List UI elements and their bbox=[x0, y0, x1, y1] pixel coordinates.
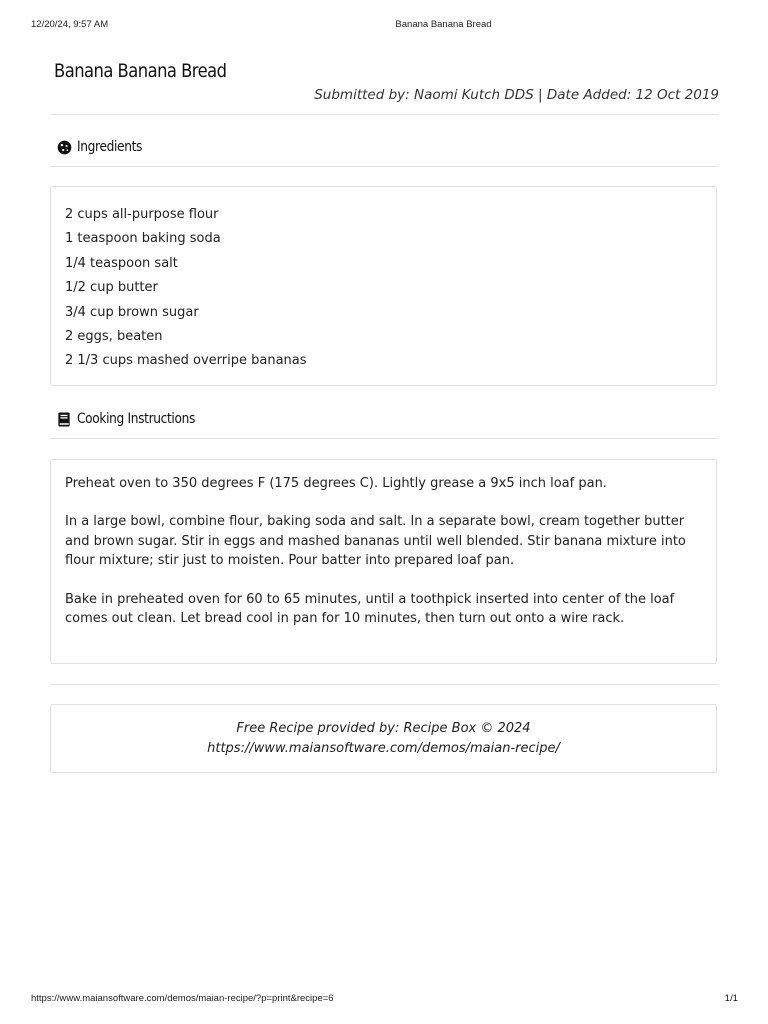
instructions-divider bbox=[50, 438, 719, 439]
print-footer bbox=[0, 993, 768, 1007]
ingredient-list bbox=[65, 203, 307, 374]
print-header bbox=[0, 19, 768, 33]
instruction-step: Preheat oven to 350 degrees F (175 degrees C). Lightly grease a 9x5 inch loaf pan. bbox=[65, 476, 607, 491]
ingredient-item: 2 eggs, beaten bbox=[65, 329, 163, 345]
print-page-url: https://www.maiansoftware.com/demos/maian-recipe/?p=print&recipe=6 bbox=[31, 993, 334, 1004]
print-page-number: 1/1 bbox=[724, 993, 738, 1004]
instructions-body bbox=[65, 474, 705, 647]
instruction-step: In a large bowl, combine flour, baking soda and salt. In a separate bowl, cream together butter and brown sugar. Stir in eggs and mashed bananas until well blended. Stir banana mixture into flour mixture; stir just to moisten. Pour batter into prepared loaf pan. bbox=[65, 514, 686, 569]
ingredient-item: 1/4 teaspoon salt bbox=[65, 255, 178, 271]
credits-card bbox=[50, 704, 717, 773]
recipe-title: Banana Banana Bread bbox=[54, 60, 227, 82]
ingredients-heading-label: Ingredients bbox=[77, 139, 143, 155]
print-datetime: 12/20/24, 9:57 AM bbox=[31, 19, 109, 30]
instructions-heading bbox=[56, 409, 217, 429]
credits-divider bbox=[50, 684, 719, 685]
submitted-info: Submitted by: Naomi Kutch DDS | Date Added: 12 Oct 2019 bbox=[314, 87, 719, 103]
ingredients-card bbox=[50, 186, 717, 386]
credits-provider: Free Recipe provided by: Recipe Box © 2024 bbox=[236, 721, 531, 736]
ingredient-item: 1 teaspoon baking soda bbox=[65, 231, 221, 247]
title-divider bbox=[50, 114, 719, 115]
instructions-heading-label: Cooking Instructions bbox=[77, 411, 195, 427]
instruction-step: Bake in preheated oven for 60 to 65 minutes, until a toothpick inserted into center of the loaf comes out clean. Let bread cool in pan for 10 minutes, then turn out onto a wire rack. bbox=[65, 591, 675, 627]
ingredient-item: 1/2 cup butter bbox=[65, 280, 158, 296]
ingredients-divider bbox=[50, 166, 719, 167]
print-document-title: Banana Banana Bread bbox=[395, 19, 492, 30]
book-icon bbox=[56, 411, 72, 427]
ingredient-item: 3/4 cup brown sugar bbox=[65, 304, 199, 320]
ingredients-heading bbox=[56, 137, 154, 157]
credits-url: https://www.maiansoftware.com/demos/maian-recipe/ bbox=[207, 741, 560, 756]
ingredient-item: 2 cups all-purpose flour bbox=[65, 207, 219, 222]
ingredient-item: 2 1/3 cups mashed overripe bananas bbox=[65, 353, 307, 369]
instructions-card bbox=[50, 459, 717, 664]
cookie-icon bbox=[56, 139, 72, 155]
